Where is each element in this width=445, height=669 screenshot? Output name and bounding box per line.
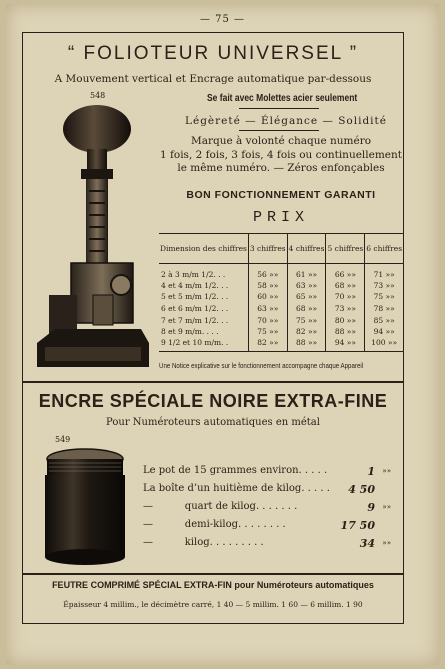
cell-dimension: 5 et 5 m/m 1/2. . . [161,292,229,302]
number-wheels [93,295,113,325]
spring-column [86,179,108,269]
epaisseur-line: Épaisseur 4 millim., le décimètre carré, 1 40 — 5 millim. 1 60 — 6 millim. 1 90 [63,600,363,609]
table-row [159,280,403,292]
catalog-page [6,4,439,665]
cell-price: 94 »» [326,337,365,351]
table-row [159,326,403,338]
encre-subtitle: Pour Numéroteurs automatiques en métal [106,417,320,428]
cell-price: 80 »» [326,314,365,326]
cell-dimension: 2 à 3 m/m 1/2. . . [161,269,226,279]
table-row [159,337,403,351]
cell-price: 66 »» [326,264,365,280]
cell-price: 75 »» [248,326,287,338]
handle-neck [87,149,107,171]
bon-fonctionnement: BON FONCTIONNEMENT GARANTI [186,189,376,201]
base-front [45,347,141,361]
cell-price: 63 »» [287,280,326,292]
ink-price-suffix: »» [382,539,391,547]
molettes-note: Se fait avec Molettes acier seulement [207,93,358,104]
table-row [159,303,403,315]
product-number-548: 548 [90,91,106,100]
cell-price: 85 »» [365,314,403,326]
cell-price: 68 »» [287,303,326,315]
content-frame [22,32,404,624]
ink-price-row [143,537,391,551]
marque-line: le même numéro. — Zéros enfonçables [177,162,385,174]
ink-label: — kilog. . . . . . . . . [143,537,264,548]
cell-price: 82 »» [248,337,287,351]
numbering-machine-illustration [31,99,155,377]
adjust-wheel [111,275,131,295]
header-6-chiffres: 6 chiffres [365,234,403,264]
ink-pot-illustration [41,445,129,567]
cell-price: 58 »» [248,280,287,292]
ink-price: 34 [359,537,375,550]
ink-price: 17 50 [340,519,375,532]
cell-dimension: 9 1/2 et 10 m/m. . [159,337,248,351]
price-table-header [159,234,403,264]
ink-price: 9 [367,501,375,514]
header-5-chiffres: 5 chiffres [326,234,365,264]
ink-price-row [143,519,391,533]
cell-price: 88 »» [326,326,365,338]
header-3-chiffres: 3 chiffres [248,234,287,264]
cell-price: 78 »» [365,303,403,315]
cell-price: 68 »» [326,280,365,292]
divider-short [239,130,319,131]
table-row [159,314,403,326]
cell-price: 75 »» [365,291,403,303]
ink-label: La boîte d’un huitième de kilog. . . . . [143,483,330,494]
cell-price: 61 »» [287,264,326,280]
cell-price: 94 »» [365,326,403,338]
page-number: — 75 — [199,14,246,25]
ink-label: Le pot de 15 grammes environ. . . . . [143,465,328,476]
cell-price: 70 »» [326,291,365,303]
cell-price: 73 »» [365,280,403,292]
table-row [159,264,403,280]
section-divider [23,573,403,575]
cell-price: 65 »» [287,291,326,303]
marque-line: 1 fois, 2 fois, 3 fois, 4 fois ou continuellement [159,148,403,161]
cell-dimension: 8 et 9 m/m. . . . [161,327,219,337]
header-dimension: Dimension des chiffres [159,234,248,264]
qualities-line: Légèreté — Élégance — Solidité [185,115,387,127]
notice-text: Une Notice explicative sur le fonctionnement accompagne chaque Appareil [159,361,364,370]
cell-price: 73 »» [326,303,365,315]
cell-price: 56 »» [248,264,287,280]
cell-price: 88 »» [287,337,326,351]
product-number-549: 549 [55,435,71,444]
ink-price-row [143,483,391,497]
ink-price: 4 50 [348,483,375,496]
cell-price: 70 »» [248,314,287,326]
pot-bottom [45,549,125,565]
cell-price: 63 »» [248,303,287,315]
price-table [159,233,403,352]
collar [81,169,113,179]
cell-dimension: 6 et 6 m/m 1/2. . . [161,303,229,313]
ink-label: — quart de kilog. . . . . . . [143,501,298,512]
product-title: “ FOLIOTEUR UNIVERSEL ” [67,43,359,64]
handle-knob [63,105,131,153]
section-divider [23,381,403,383]
prix-heading: PRIX [252,209,309,226]
ink-price-row [143,465,391,479]
ink-price-suffix: »» [382,467,391,475]
table-row [159,291,403,303]
marque-line: Marque à volonté chaque numéro [190,135,372,147]
cell-dimension: 4 et 4 m/m 1/2. . . [161,280,229,290]
header-4-chiffres: 4 chiffres [287,234,326,264]
ink-price-suffix: »» [382,503,391,511]
cell-dimension: 7 et 7 m/m 1/2. . . [161,315,229,325]
ink-price-row [143,501,391,515]
product-subtitle: A Mouvement vertical et Encrage automatique par-dessous [54,73,372,85]
cell-price: 75 »» [287,314,326,326]
feutre-title: FEUTRE COMPRIMÉ SPÉCIAL EXTRA-FIN pour Numéroteurs automatiques [52,580,374,590]
ink-price: 1 [367,465,375,478]
cell-price: 60 »» [248,291,287,303]
pot-body [45,475,125,557]
marque-text [159,135,403,176]
cell-price: 71 »» [365,264,403,280]
cell-price: 82 »» [287,326,326,338]
ink-label: — demi-kilog. . . . . . . . [143,519,286,530]
divider-short [239,108,319,109]
encre-title: ENCRE SPÉCIALE NOIRE EXTRA-FINE [38,391,388,411]
cell-price: 100 »» [365,337,403,351]
